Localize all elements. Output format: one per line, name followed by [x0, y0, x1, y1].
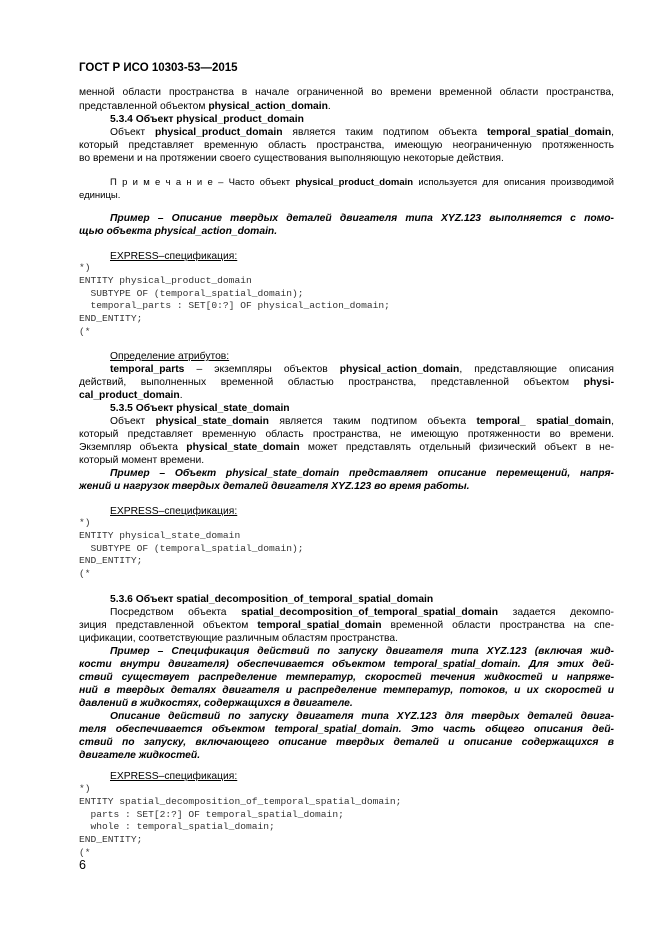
- text-line: [79, 86, 614, 99]
- text-line: [79, 619, 614, 632]
- text-line: [79, 189, 614, 202]
- text-line: [110, 593, 614, 606]
- express-code-line: ENTITY physical_product_domain: [79, 274, 252, 286]
- express-code-line: ENTITY physical_state_domain: [79, 529, 241, 541]
- express-code-line: SUBTYPE OF (temporal_spatial_domain);: [79, 542, 304, 554]
- text-run: жений и нагрузок твердых деталей двигателя XYZ.123 во время работы.: [79, 481, 470, 492]
- text-run: temporal_ spatial_domain: [476, 416, 612, 427]
- text-run: Экземпляр объекта: [79, 442, 187, 453]
- text-line: [79, 225, 614, 238]
- express-code-line: SUBTYPE OF (temporal_spatial_domain);: [79, 287, 304, 299]
- text-run: менной области пространства в начале ограниченной во времени временной области пространства,: [79, 87, 614, 98]
- page-number: 6: [79, 858, 86, 872]
- document-header: ГОСТ Р ИСО 10303-53—2015: [79, 62, 238, 74]
- text-run: temporal_parts: [110, 364, 185, 375]
- text-run: temporal_spatial_domain: [257, 620, 382, 631]
- text-run: представленной объектом: [79, 101, 209, 112]
- text-run: используется для описания производимой: [413, 177, 614, 188]
- text-run: который представляет временную область пространства, не имеющую протяженности во времени.: [79, 429, 614, 440]
- express-code-line: *): [79, 783, 91, 794]
- text-run: единицы.: [79, 190, 121, 201]
- express-code-line: (*: [79, 326, 91, 337]
- text-line: [79, 632, 614, 645]
- express-code-line: ENTITY spatial_decomposition_of_temporal_spatial_domain;: [79, 795, 402, 807]
- text-line: [110, 415, 614, 428]
- text-run: physical_action_domain: [339, 364, 460, 375]
- text-line: [79, 671, 614, 684]
- text-run: теля обеспечивается объектом temporal_spatial_domain. Это часть общего описания дей-: [79, 724, 614, 735]
- text-run: Объект: [110, 127, 155, 138]
- text-line: [110, 212, 614, 225]
- text-run: щью объекта physical_action_domain.: [79, 226, 278, 237]
- text-run: – экземпляры объектов: [184, 364, 340, 375]
- text-line: [79, 736, 614, 749]
- express-spec-label: EXPRESS–спецификация:: [110, 506, 238, 517]
- text-run: physical_state_domain: [186, 442, 300, 453]
- text-line: [79, 454, 614, 467]
- express-code-line: END_ENTITY;: [79, 834, 143, 846]
- text-line: [110, 176, 614, 189]
- text-run: ствий существует распределение температур, скоростей течения жидкостей и напряже-: [79, 672, 614, 683]
- text-line: [110, 645, 614, 658]
- text-line: [79, 389, 614, 402]
- text-line: [79, 100, 614, 113]
- text-line: [79, 139, 614, 152]
- express-code-line: whole : temporal_spatial_domain;: [79, 821, 275, 833]
- text-run: является таким подтипом объекта: [282, 127, 487, 138]
- text-run: physical_action_domain: [208, 101, 328, 112]
- text-run: во времени и на протяжении своего существования выполняющую некоторые действия.: [79, 153, 504, 164]
- text-run: ствий по запуску, включающего описание твердых деталей и описание содержащихся в: [79, 737, 614, 748]
- text-run: Посредством объекта: [110, 607, 242, 618]
- text-run: Объект: [110, 416, 156, 427]
- express-code-line: *): [79, 262, 91, 273]
- text-line: [79, 152, 614, 165]
- text-run: цификации, соответствующие различным областям пространства.: [79, 633, 399, 644]
- express-code-line: parts : SET[2:?] OF temporal_spatial_domain;: [79, 808, 344, 820]
- text-run: temporal_spatial_domain: [486, 127, 612, 138]
- text-line: [79, 723, 614, 736]
- text-run: задается декомпо-: [498, 607, 614, 618]
- express-spec-label: EXPRESS–спецификация:: [110, 251, 238, 262]
- express-spec-label: EXPRESS–спецификация:: [110, 771, 238, 782]
- text-run: Определение атрибутов:: [110, 351, 230, 362]
- express-code-line: *): [79, 517, 91, 528]
- text-run: cal_product_domain: [79, 390, 180, 401]
- text-line: [79, 684, 614, 697]
- text-run: Описание действий по запуску двигателя типа XYZ.123 для твердых деталей двига-: [110, 711, 614, 722]
- text-run: Пример – Объект physical_state_domain представляет описание перемещений, напря-: [110, 468, 614, 479]
- text-run: зиция представленной объектом: [79, 620, 258, 631]
- text-run: который представляет временную область пространства, имеющую неограниченную протяженность: [79, 140, 614, 151]
- text-line: [79, 697, 614, 710]
- express-code-line: END_ENTITY;: [79, 555, 143, 567]
- text-run: physical_product_domain: [154, 127, 283, 138]
- text-run: Пример – Описание твердых деталей двигателя типа XYZ.123 выполняется с помо-: [110, 213, 614, 224]
- express-code-line: (*: [79, 847, 91, 858]
- text-run: 5.3.6 Объект spatial_decomposition_of_temporal_spatial_domain: [110, 594, 434, 605]
- text-run: .: [327, 101, 331, 112]
- text-line: [79, 441, 614, 454]
- text-line: [79, 658, 614, 671]
- text-line: [110, 467, 614, 480]
- text-run: действий, выполненных временной областью пространства, представленной объектом: [79, 377, 584, 388]
- text-run: двигателе жидкостей.: [79, 750, 201, 761]
- text-line: [79, 480, 614, 493]
- text-run: П р и м е ч а н и е – Часто объект: [110, 177, 296, 188]
- text-line: [79, 428, 614, 441]
- text-run: давлений в жидкостях, содержащихся в двигателе.: [79, 698, 353, 709]
- text-run: может представлять отдельный физический объект в не-: [299, 442, 614, 453]
- text-line: [110, 350, 614, 363]
- text-run: 5.3.5 Объект physical_state_domain: [110, 403, 290, 414]
- text-line: [110, 606, 614, 619]
- text-run: 5.3.4 Объект physical_product_domain: [110, 114, 304, 125]
- text-run: spatial_decomposition_of_temporal_spatial_domain: [241, 607, 499, 618]
- text-line: [110, 710, 614, 723]
- text-run: ,: [611, 416, 614, 427]
- text-run: который момент времени.: [79, 455, 205, 466]
- text-run: physical_state_domain: [155, 416, 269, 427]
- text-line: [110, 402, 614, 415]
- text-run: Пример – Спецификация действий по запуску двигателя типа XYZ.123 (включая жид-: [110, 646, 614, 657]
- text-run: .: [179, 390, 183, 401]
- text-line: [110, 363, 614, 376]
- text-line: [110, 126, 614, 139]
- text-run: , представляющие описания: [459, 364, 615, 375]
- express-code-line: temporal_parts : SET[0:?] OF physical_action_domain;: [79, 300, 390, 312]
- text-run: physi-: [583, 377, 614, 388]
- text-run: physical_product_domain: [295, 177, 414, 188]
- text-line: [79, 376, 614, 389]
- text-run: временной области пространства на спе-: [381, 620, 615, 631]
- text-run: является таким подтипом объекта: [268, 416, 477, 427]
- text-line: [110, 113, 614, 126]
- text-run: ,: [611, 127, 614, 138]
- express-code-line: END_ENTITY;: [79, 313, 143, 325]
- text-run: кости внутри двигателя) обеспечивается объектом temporal_spatial_domain. Для этих дей-: [79, 659, 614, 670]
- text-run: ний в твердых деталях двигателя и распределение температур, потоков, и их скоростей и: [79, 685, 614, 696]
- text-line: [79, 749, 614, 762]
- express-code-line: (*: [79, 568, 91, 580]
